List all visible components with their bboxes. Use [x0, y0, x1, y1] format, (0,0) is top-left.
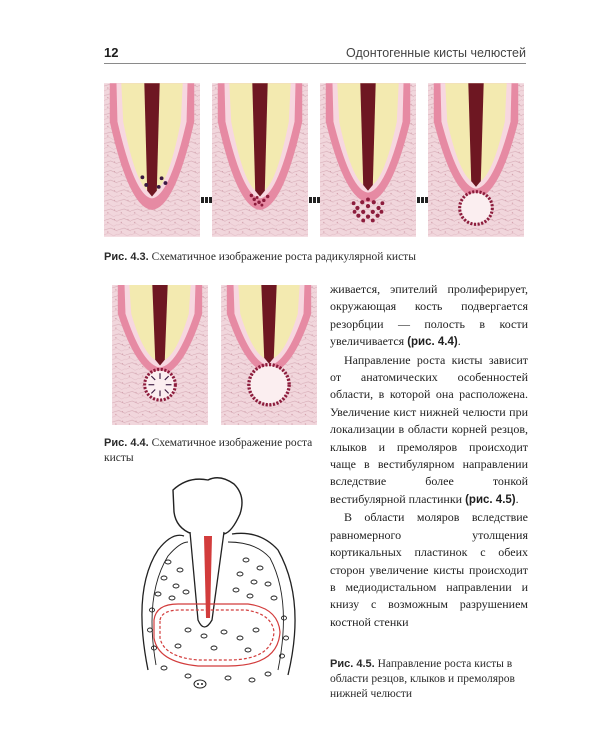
cyst-growth-panel-2 [219, 285, 319, 425]
paragraph-1 [330, 281, 528, 352]
cyst-growth-panel-1 [112, 285, 208, 425]
header-rule [104, 63, 526, 64]
cyst-stage-4-panel [428, 80, 524, 240]
paragraph-2-end: . [515, 491, 519, 506]
paragraph-2-text: Направление роста кисты зависит от анатомических особенностей области, в которой она расположена. Увеличение кист нижней челюсти при локализации в области корней резцов, клыков и премоляров происходит чаще в вестибулярном направлении вследствие более тонкой вестибулярной пластинки [330, 352, 528, 506]
figure-4-5-text: Направление роста кисты в области резцов, клыков и премоляров нижней челюсти [330, 658, 515, 700]
figure-4-3-text: Схематичное изображение роста радикулярной кисты [151, 251, 416, 263]
page-number: 12 [104, 45, 119, 60]
figure-ref-4-4: (рис. 4.4) [407, 336, 458, 349]
paragraph-1-end: . [457, 334, 461, 349]
figure-4-5-drawing [128, 470, 318, 700]
body-text [330, 281, 528, 631]
cyst-stage-1-panel [104, 80, 200, 240]
cyst-stage-3-panel [320, 80, 416, 240]
paragraph-3: В области моляров вследствие равномерного утолщения кортикальных пластинок с обеих сторон увеличение кисты происходит в медиодистальном направлении и книзу с возможным разрушением костной стенки [330, 510, 528, 629]
running-title: Одонтогенные кисты челюстей [346, 46, 526, 60]
figure-ref-4-5: (рис. 4.5) [465, 493, 516, 506]
figure-4-5-label: Рис. 4.5. [330, 658, 375, 670]
figure-4-4-caption [104, 436, 319, 466]
paragraph-2 [330, 352, 528, 510]
figure-4-3-caption [104, 250, 416, 265]
figure-4-3-label: Рис. 4.3. [104, 251, 149, 263]
paragraph-1-text: живается, эпителий пролиферирует, окружающая кость подвергается резорбции — полость в кости увеличивается [330, 282, 528, 349]
figure-4-5-caption [330, 657, 540, 702]
cyst-stage-2-panel [212, 80, 308, 240]
figure-4-4-text: Схематичное изображение роста кисты [104, 437, 313, 464]
figure-4-4-label: Рис. 4.4. [104, 437, 149, 449]
